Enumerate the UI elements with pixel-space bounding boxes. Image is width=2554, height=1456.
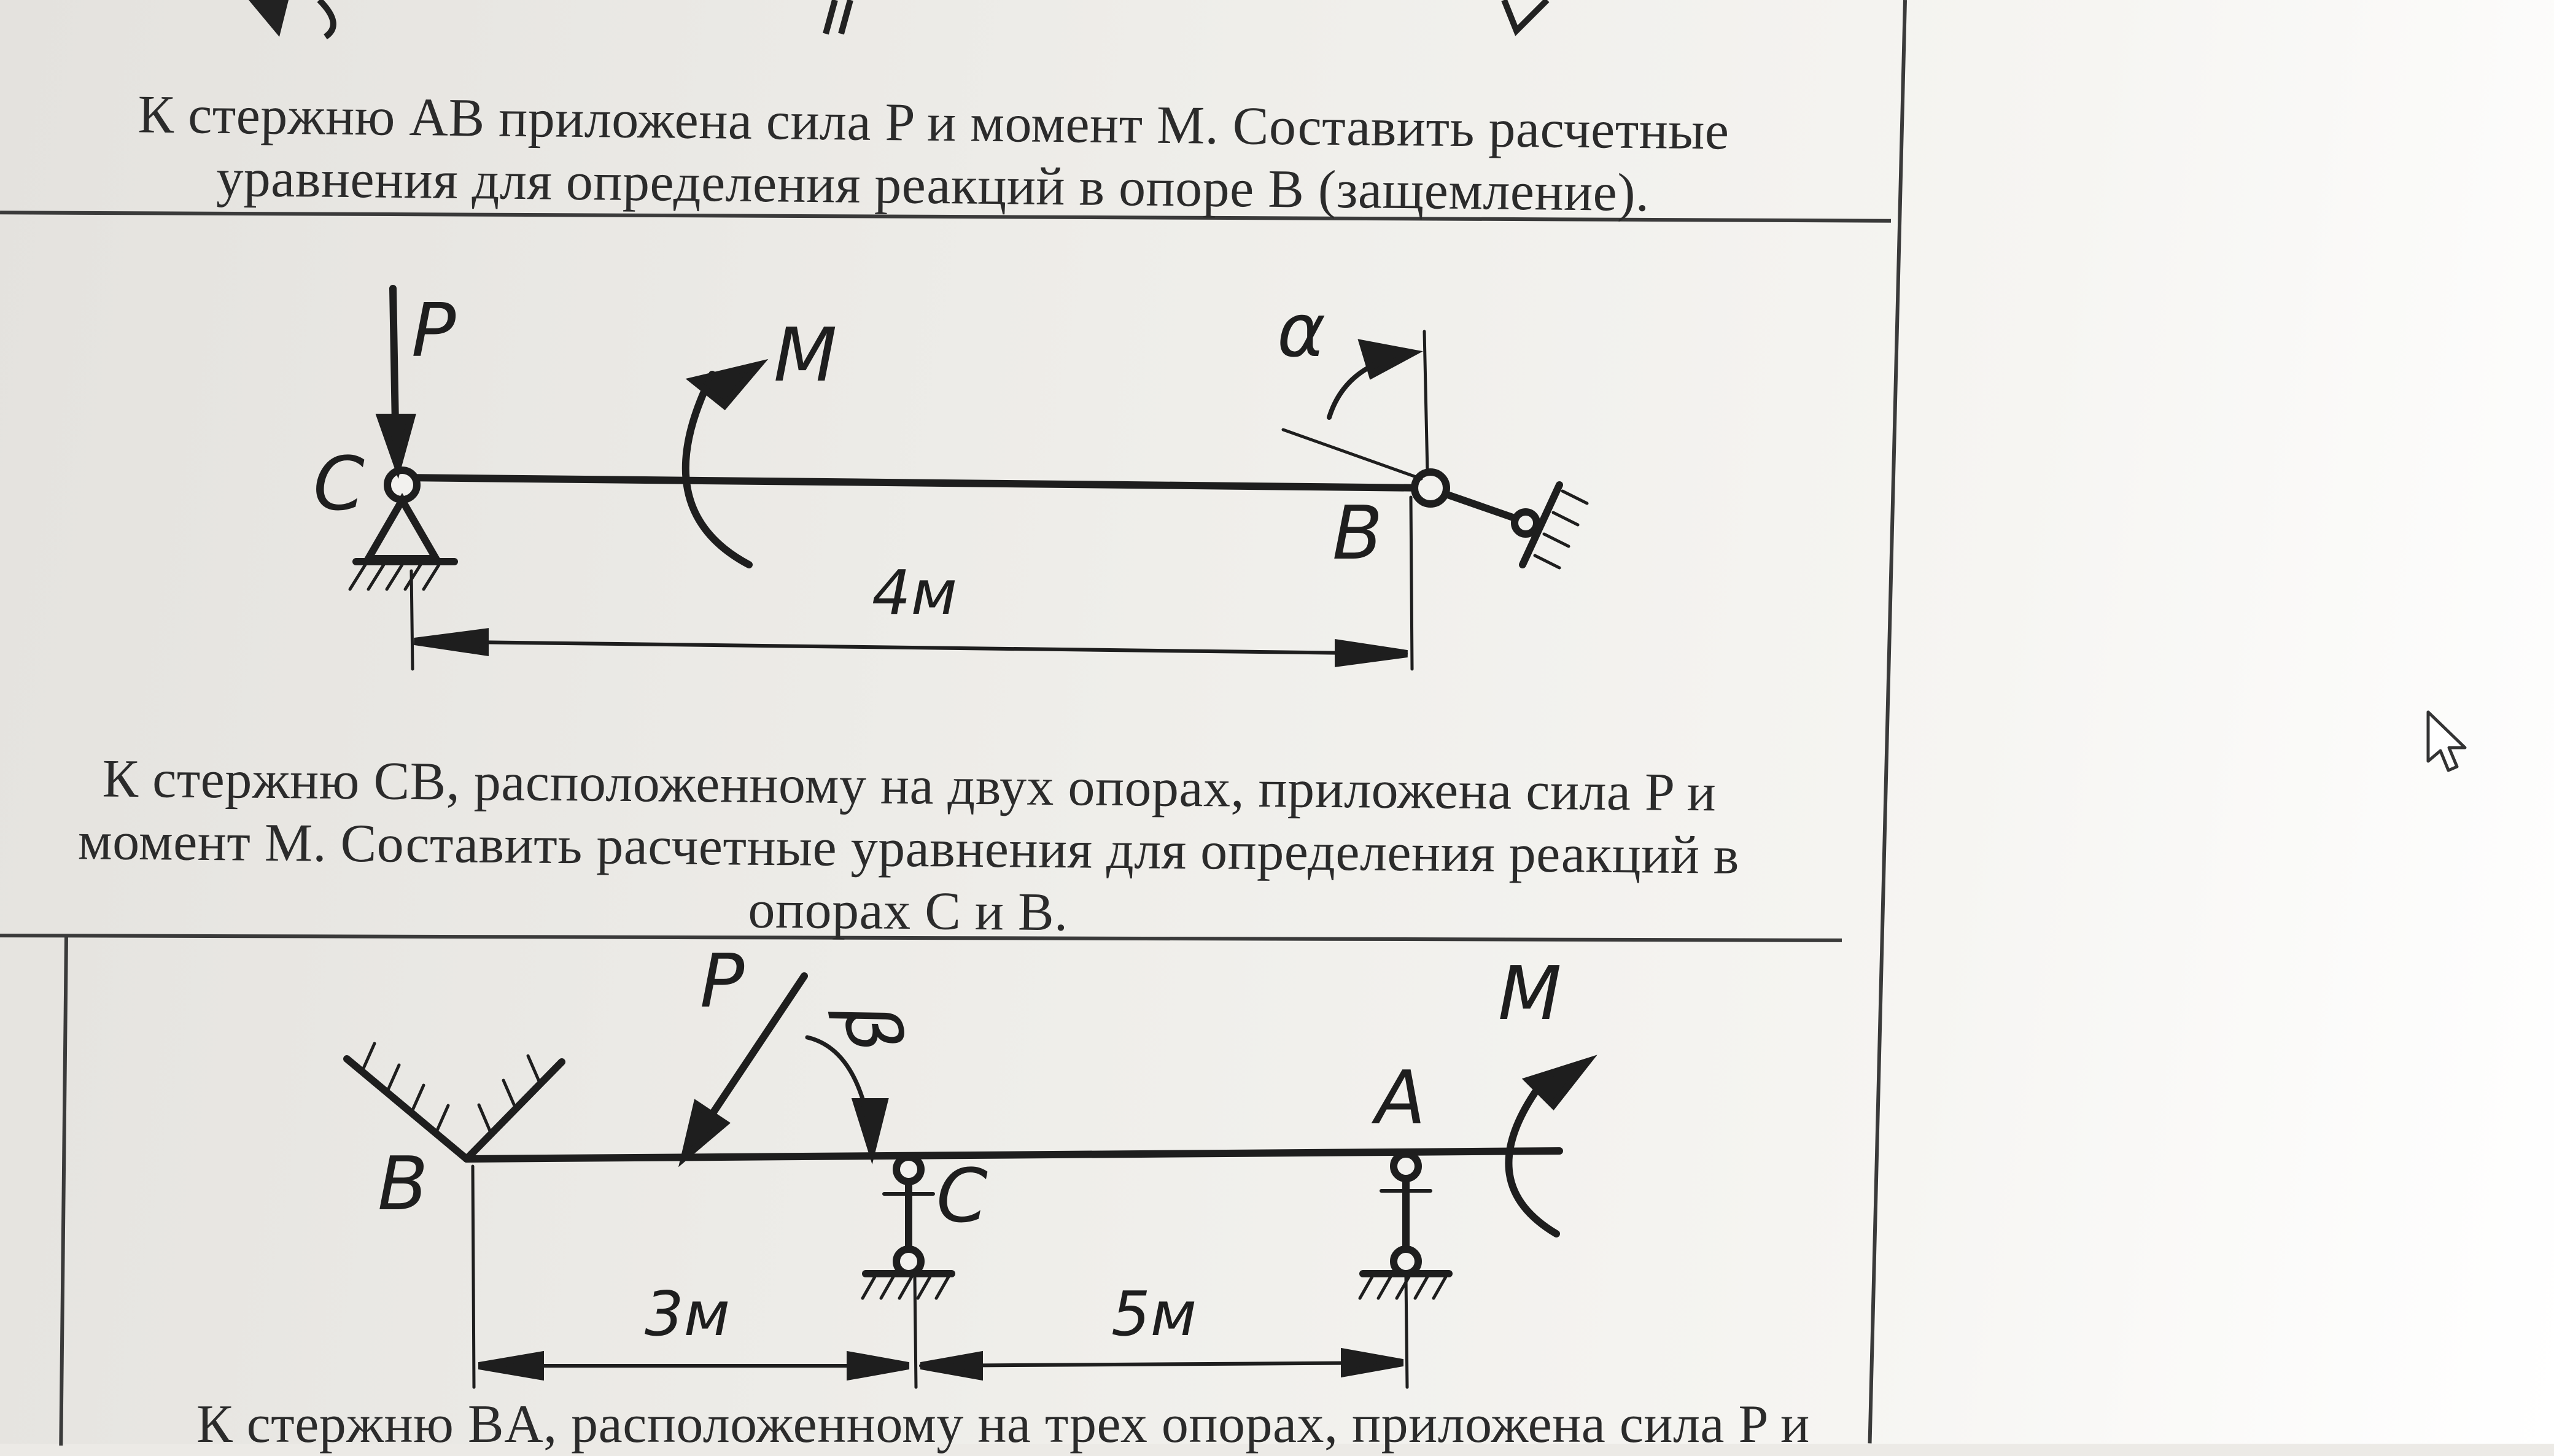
support-b-hatch	[362, 1044, 540, 1134]
label-c-2: C	[936, 1154, 988, 1239]
dimension-label-5m: 5м	[1111, 1278, 1197, 1350]
task1-line1: К стержню AB приложена сила P и момент M. Составить расчетные	[138, 85, 1729, 161]
label-beta: β	[825, 997, 918, 1059]
dimension-label-4m: 4м	[872, 557, 958, 629]
label-m-1: M	[774, 313, 837, 398]
moment-m-arc-2	[1508, 1093, 1556, 1234]
task3-line1: К стержню BA, расположенному на трех опорах, приложена сила P и	[196, 1395, 1810, 1454]
dimension-label-3m: 3м	[645, 1278, 731, 1350]
task2-line2: момент M. Составить расчетные уравнения для определения реакций в	[77, 811, 1740, 886]
task1-line2: уравнения для определения реакций в опоре B (защемление).	[215, 148, 1650, 223]
label-a: A	[1375, 1056, 1426, 1141]
task3-text	[196, 1393, 1810, 1456]
label-p-2: P	[700, 939, 745, 1024]
label-alpha: α	[1277, 288, 1326, 374]
task2-line1: К стержню CB, расположенному на двух опорах, приложена сила P и	[102, 749, 1717, 823]
task2-line3: опорах C и B.	[748, 880, 1069, 943]
mouse-cursor-icon	[2425, 709, 2474, 776]
label-m-2: M	[1498, 951, 1562, 1037]
label-c-1: C	[313, 442, 365, 527]
label-b-1: B	[1332, 491, 1383, 576]
dimension-line-5m	[921, 1363, 1400, 1366]
label-b-2: B	[378, 1142, 429, 1227]
label-p-1: P	[411, 288, 456, 374]
support-a-hatch	[1360, 1277, 1446, 1298]
support-c-hatch-2	[863, 1277, 949, 1298]
